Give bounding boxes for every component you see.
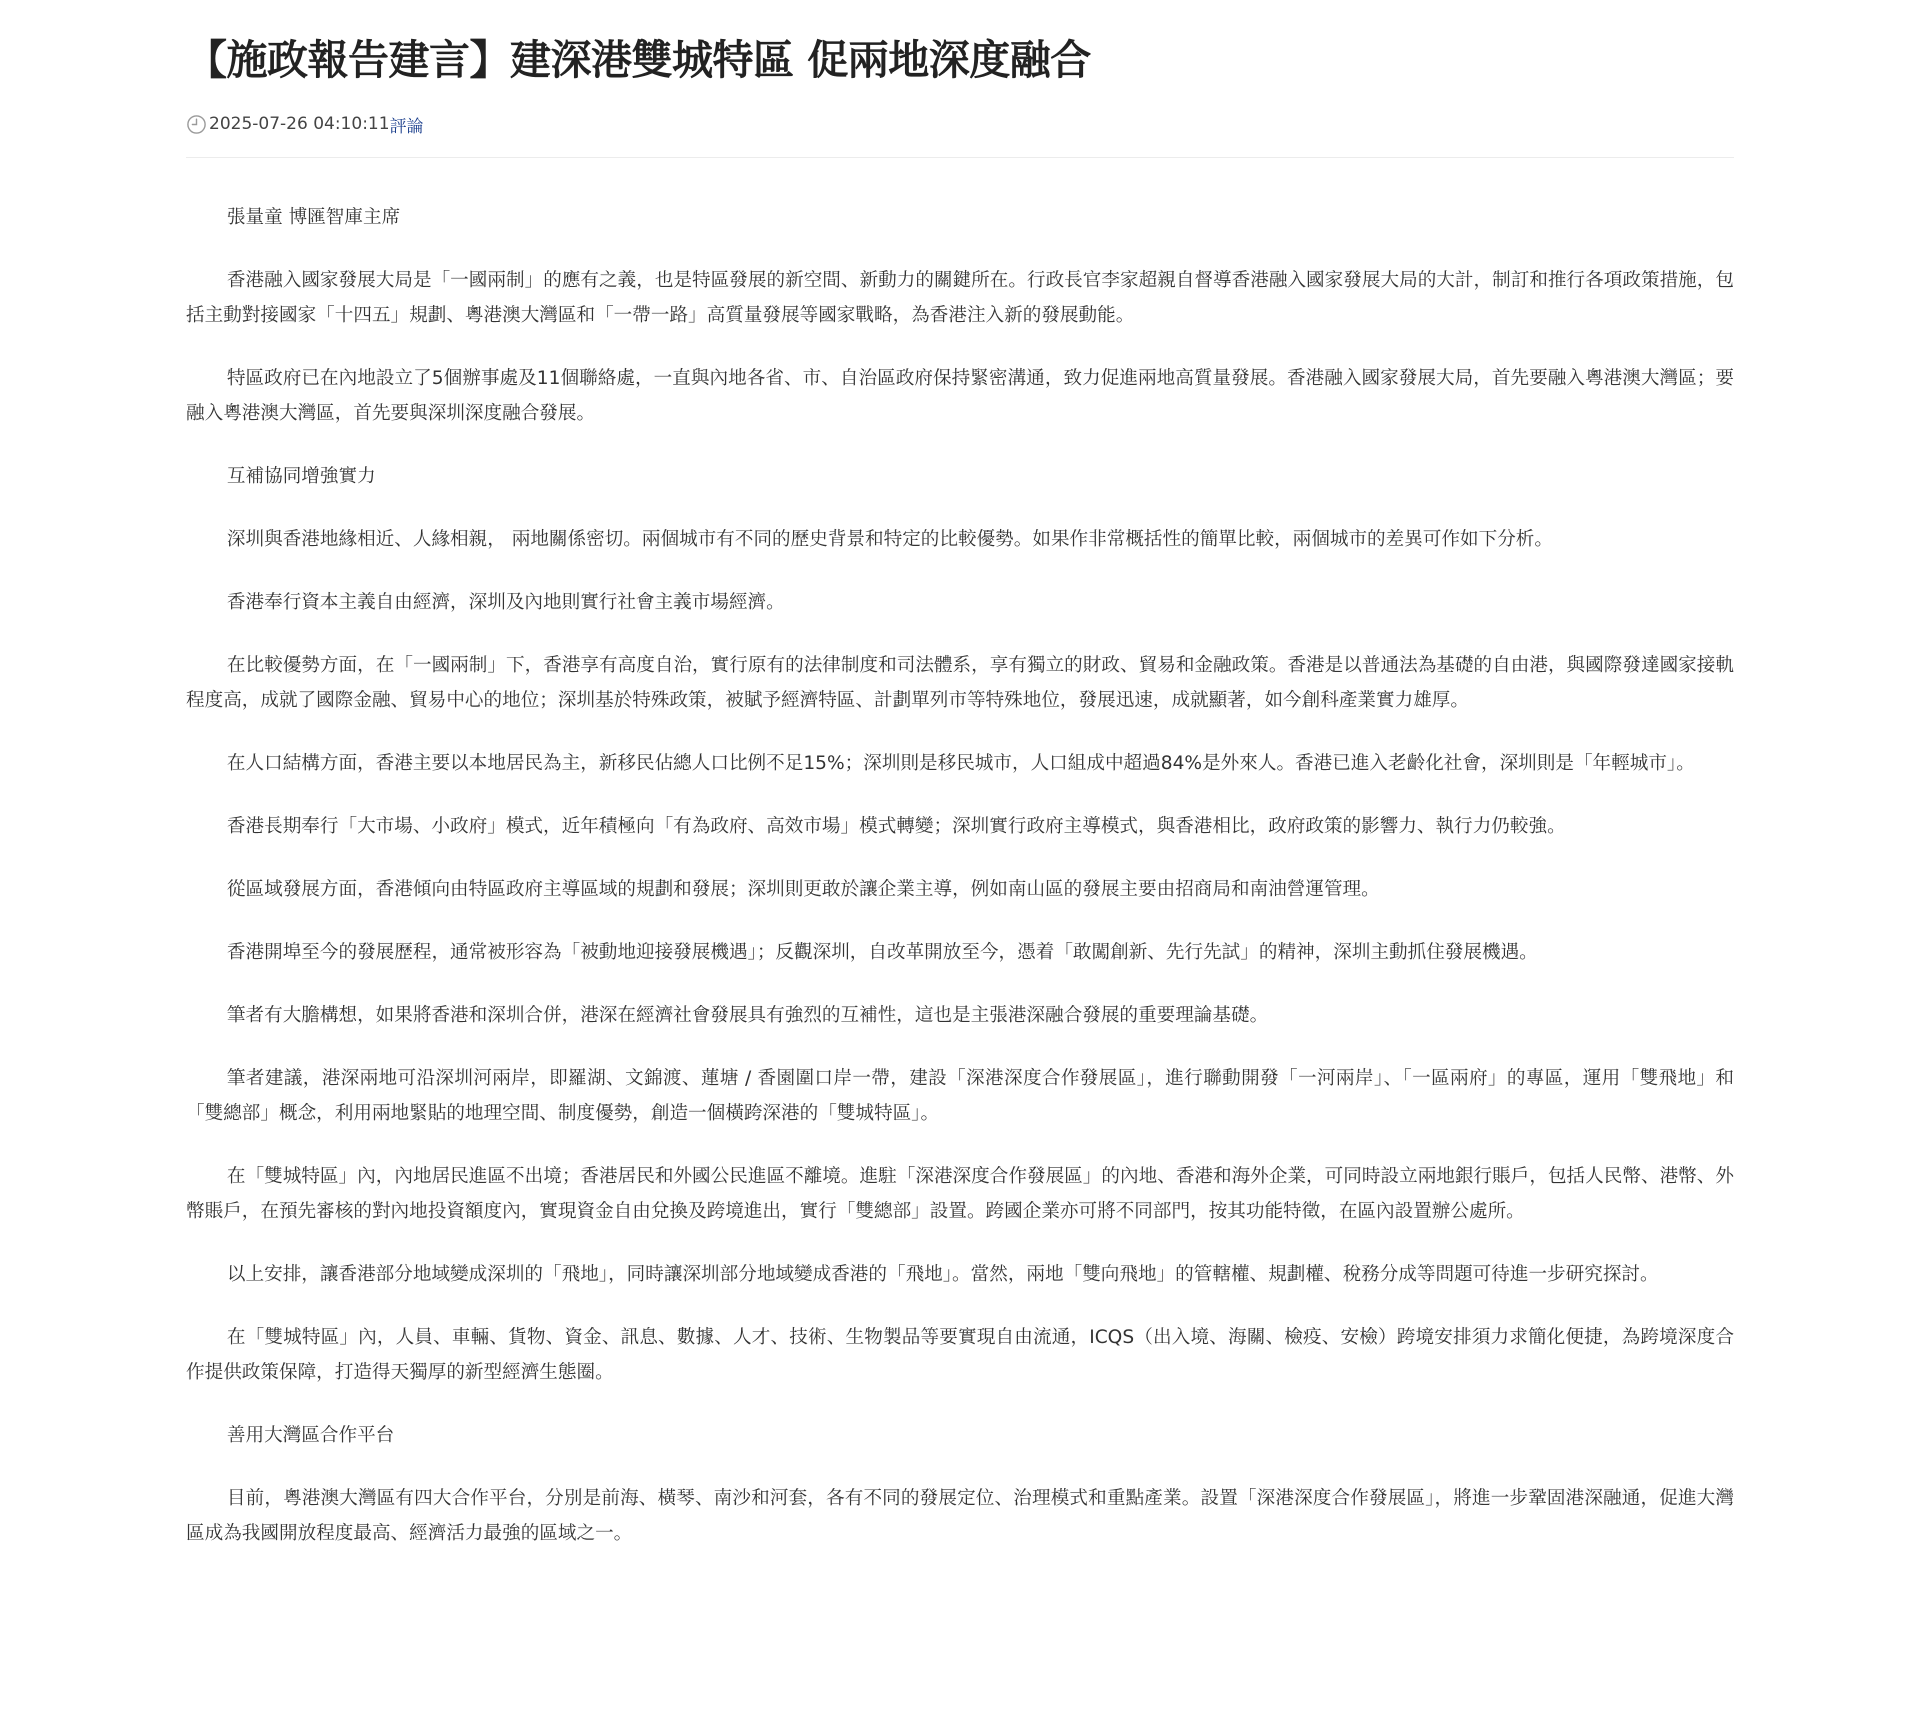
article-body [186, 200, 1734, 1551]
paragraph: 筆者有大膽構想，如果將香港和深圳合併，港深在經濟社會發展具有強烈的互補性，這也是主張港深融合發展的重要理論基礎。 [226, 1005, 1269, 1026]
author-line: 張量童 博匯智庫主席 [226, 207, 401, 228]
article [186, 30, 1734, 1579]
paragraph: 在人口結構方面，香港主要以本地居民為主，新移民佔總人口比例不足15%；深圳則是移民城市，人口組成中超過84%是外來人。香港已進入老齡化社會，深圳則是「年輕城市」。 [226, 753, 1695, 774]
paragraph: 在「雙城特區」內，內地居民進區不出境；香港居民和外國公民進區不離境。進駐「深港深度合作發展區」的內地、香港和海外企業，可同時設立兩地銀行賬戶，包括人民幣、港幣、外幣賬戶，在預先審核的對內地投資額度內，實現資金自由兌換及跨境進出，實行「雙總部」設置。跨國企業亦可將不同部門，按其功能特徵，在區內設置辦公處所。 [186, 1166, 1734, 1222]
section-subheading: 互補協同增強實力 [226, 466, 376, 487]
comment-link[interactable]: 評論 [389, 116, 424, 137]
paragraph: 筆者建議，港深兩地可沿深圳河兩岸，即羅湖、文錦渡、蓮塘 / 香園圍口岸一帶，建設「深港深度合作發展區」，進行聯動開發「一河兩岸」、「一區兩府」的專區，運用「雙飛地」和「雙總部」概念，利用兩地緊貼的地理空間、制度優勢，創造一個橫跨深港的「雙城特區」。 [186, 1068, 1734, 1124]
article-title: 【施政報告建言】建深港雙城特區 促兩地深度融合 [186, 36, 1091, 84]
paragraph: 從區域發展方面，香港傾向由特區政府主導區域的規劃和發展；深圳則更敢於讓企業主導，例如南山區的發展主要由招商局和南油營運管理。 [226, 879, 1380, 900]
paragraph: 香港奉行資本主義自由經濟，深圳及內地則實行社會主義市場經濟。 [226, 592, 785, 613]
header-divider [186, 157, 1734, 158]
section-subheading: 善用大灣區合作平台 [226, 1425, 395, 1446]
paragraph: 香港開埠至今的發展歷程，通常被形容為「被動地迎接發展機遇」；反觀深圳，自改革開放至今，憑着「敢闖創新、先行先試」的精神，深圳主動抓住發展機遇。 [226, 942, 1538, 963]
paragraph: 以上安排，讓香港部分地域變成深圳的「飛地」，同時讓深圳部分地域變成香港的「飛地」。當然，兩地「雙向飛地」的管轄權、規劃權、稅務分成等問題可待進一步研究探討。 [226, 1264, 1659, 1285]
paragraph: 深圳與香港地緣相近、人緣相親， 兩地關係密切。兩個城市有不同的歷史背景和特定的比較優勢。如果作非常概括性的簡單比較，兩個城市的差異可作如下分析。 [226, 529, 1553, 550]
publish-datetime: 2025-07-26 04:10:11 [209, 114, 390, 134]
article-meta [186, 112, 1734, 136]
paragraph: 目前，粵港澳大灣區有四大合作平台，分別是前海、橫琴、南沙和河套，各有不同的發展定位、治理模式和重點產業。設置「深港深度合作發展區」，將進一步鞏固港深融通，促進大灣區成為我國開放程度最高、經濟活力最強的區域之一。 [186, 1488, 1734, 1544]
paragraph: 香港長期奉行「大市場、小政府」模式，近年積極向「有為政府、高效市場」模式轉變；深圳實行政府主導模式，與香港相比，政府政策的影響力、執行力仍較強。 [226, 816, 1566, 837]
paragraph: 在「雙城特區」內，人員、車輛、貨物、資金、訊息、數據、人才、技術、生物製品等要實現自由流通，ICQS（出入境、海關、檢疫、安檢）跨境安排須力求簡化便捷，為跨境深度合作提供政策保障，打造得天獨厚的新型經濟生態圈。 [186, 1327, 1734, 1383]
paragraph: 香港融入國家發展大局是「一國兩制」的應有之義，也是特區發展的新空間、新動力的關鍵所在。行政長官李家超親自督導香港融入國家發展大局的大計，制訂和推行各項政策措施，包括主動對接國家「十四五」規劃、粵港澳大灣區和「一帶一路」高質量發展等國家戰略，為香港注入新的發展動能。 [186, 270, 1734, 326]
paragraph: 在比較優勢方面，在「一國兩制」下，香港享有高度自治，實行原有的法律制度和司法體系，享有獨立的財政、貿易和金融政策。香港是以普通法為基礎的自由港，與國際發達國家接軌程度高，成就了國際金融、貿易中心的地位；深圳基於特殊政策，被賦予經濟特區、計劃單列市等特殊地位，發展迅速，成就顯著，如今創科產業實力雄厚。 [186, 655, 1734, 711]
paragraph: 特區政府已在內地設立了5個辦事處及11個聯絡處，一直與內地各省、市、自治區政府保持緊密溝通，致力促進兩地高質量發展。香港融入國家發展大局，首先要融入粵港澳大灣區；要融入粵港澳大灣區，首先要與深圳深度融合發展。 [186, 368, 1734, 424]
clock-icon [186, 114, 207, 135]
